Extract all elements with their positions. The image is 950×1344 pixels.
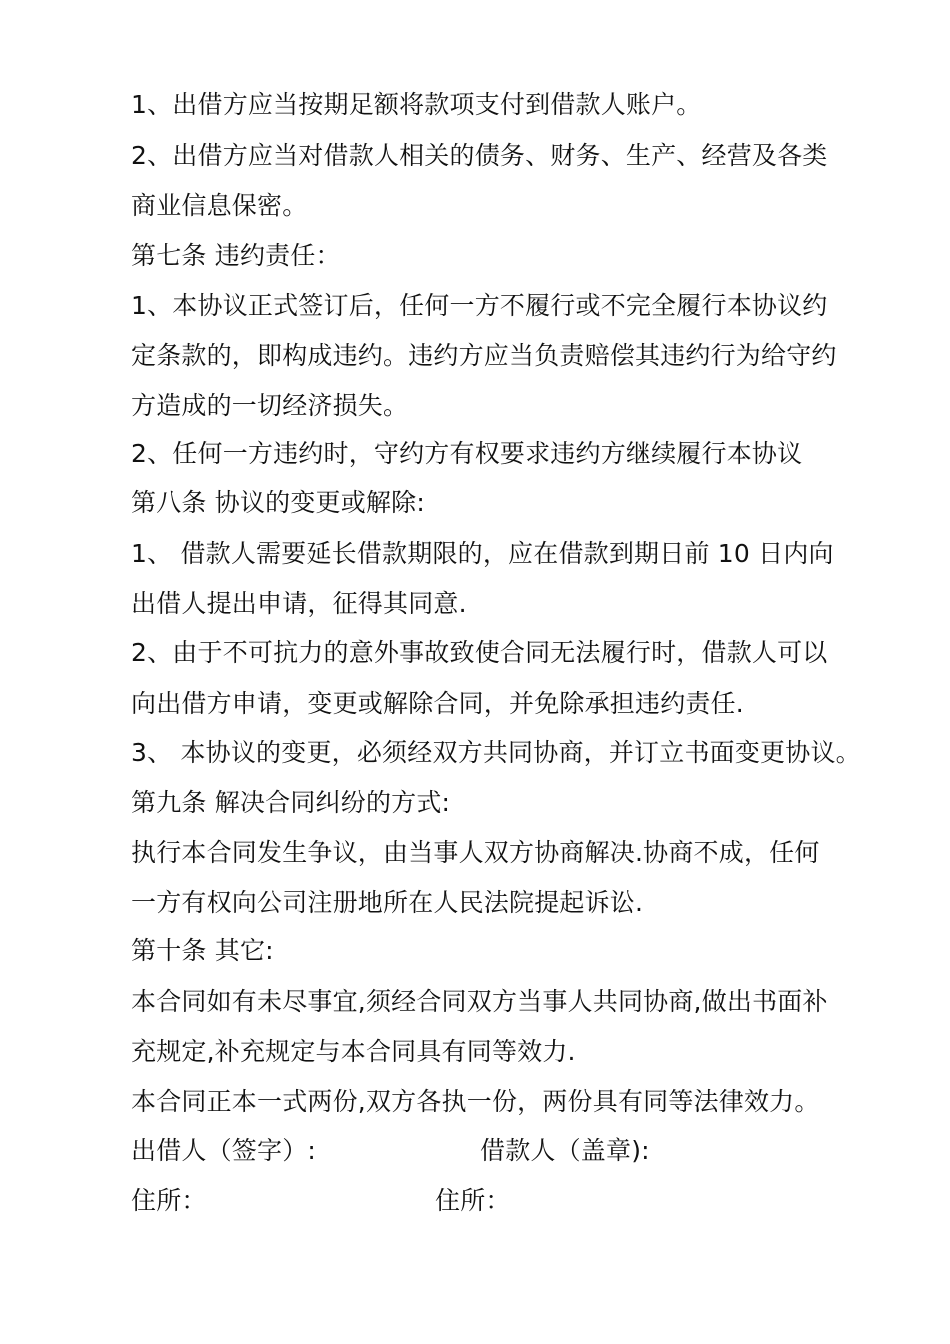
clause-line: 本合同正本一式两份,双方各执一份，两份具有同等法律效力。 bbox=[131, 1087, 820, 1116]
clause-line: 3、 本协议的变更，必须经双方共同协商，并订立书面变更协议。 bbox=[131, 738, 861, 767]
section-heading: 第七条 违约责任： bbox=[131, 241, 341, 270]
borrower-signature-label: 借款人（盖章): bbox=[480, 1136, 650, 1165]
section-heading: 第八条 协议的变更或解除: bbox=[131, 488, 425, 517]
clause-line: 商业信息保密。 bbox=[131, 191, 308, 220]
clause-line: 1、 借款人需要延长借款期限的，应在借款到期日前 10 日内向 bbox=[131, 539, 834, 568]
clause-line: 定条款的，即构成违约。违约方应当负责赔偿其违约行为给守约 bbox=[131, 341, 837, 370]
clause-line: 方造成的一切经济损失。 bbox=[131, 391, 409, 420]
clause-line: 出借人提出申请，征得其同意. bbox=[131, 589, 467, 618]
clause-line: 2、出借方应当对借款人相关的债务、财务、生产、经营及各类 bbox=[131, 141, 828, 170]
clause-line: 2、任何一方违约时，守约方有权要求违约方继续履行本协议 bbox=[131, 439, 803, 468]
clause-line: 2、由于不可抗力的意外事故致使合同无法履行时，借款人可以 bbox=[131, 638, 828, 667]
clause-line: 向出借方申请，变更或解除合同，并免除承担违约责任. bbox=[131, 689, 744, 718]
clause-line: 一方有权向公司注册地所在人民法院提起诉讼. bbox=[131, 888, 644, 917]
clause-line: 执行本合同发生争议，由当事人双方协商解决.协商不成，任何 bbox=[131, 838, 820, 867]
borrower-address-label: 住所： bbox=[435, 1186, 511, 1215]
lender-signature-label: 出借人（签字）: bbox=[131, 1136, 317, 1165]
clause-line: 1、本协议正式签订后，任何一方不履行或不完全履行本协议约 bbox=[131, 291, 828, 320]
lender-address-label: 住所： bbox=[131, 1186, 207, 1215]
clause-line: 1、出借方应当按期足额将款项支付到借款人账户。 bbox=[131, 90, 702, 119]
section-heading: 第九条 解决合同纠纷的方式: bbox=[131, 788, 451, 817]
clause-line: 充规定,补充规定与本合同具有同等效力. bbox=[131, 1037, 576, 1066]
section-heading: 第十条 其它: bbox=[131, 936, 274, 965]
clause-line: 本合同如有未尽事宜,须经合同双方当事人共同协商,做出书面补 bbox=[131, 987, 828, 1016]
